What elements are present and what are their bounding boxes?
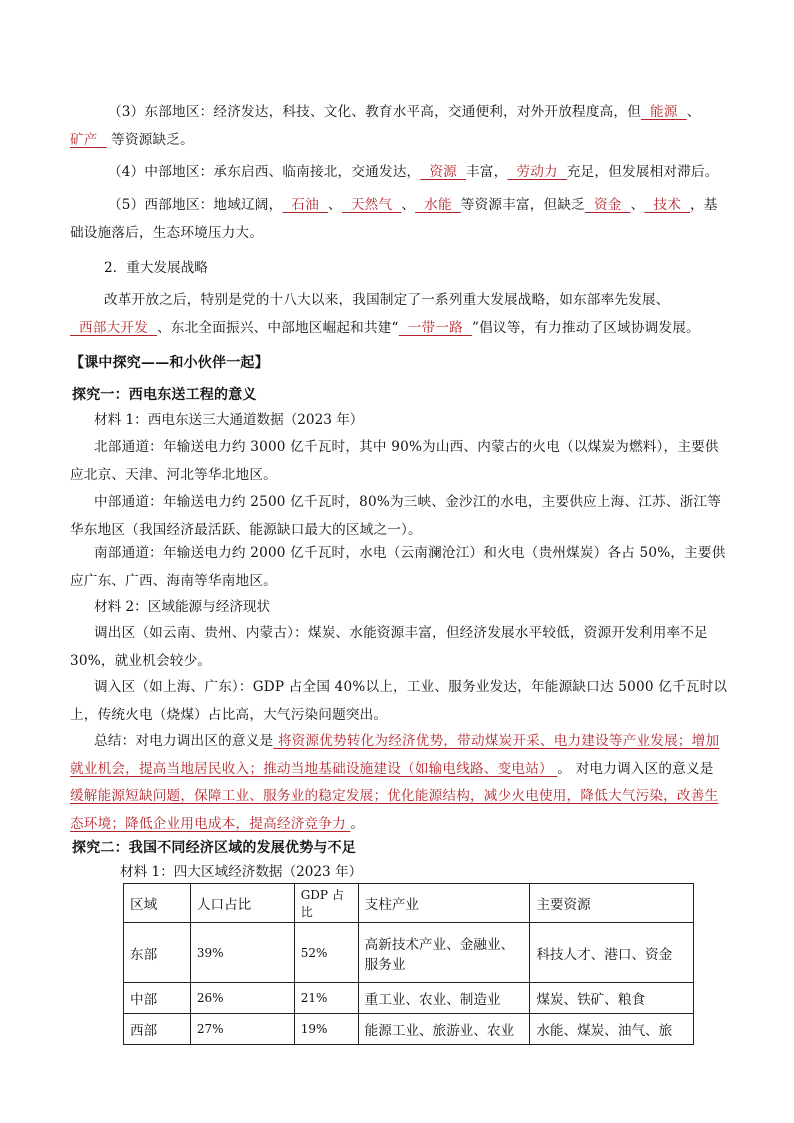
text: 丰富，: [465, 164, 508, 180]
answer-blank: 能源: [641, 104, 687, 120]
table-cell: 39%: [190, 923, 294, 983]
text: 、: [401, 197, 416, 213]
table-cell: 19%: [294, 1014, 358, 1045]
text: 、东北全面振兴、中部地区崛起和共建“: [157, 319, 399, 336]
answer-blank: 矿产: [70, 131, 107, 148]
paragraph-north-channel: 北部通道：年输送电力约 3000 亿千瓦时，其中 90%为山西、内蒙古的火电（以煤炭为燃料），主要供应北京、天津、河北等华北地区。: [70, 439, 719, 483]
text: 、: [686, 104, 701, 120]
text: （4）中部地区：承东启西、临南接北，交通发达，: [108, 164, 421, 180]
material1-title: 材料 1：西电东送三大通道数据（2023 年）: [94, 412, 364, 428]
table-cell: 科技人才、港口、资金: [530, 923, 694, 983]
text: 等资源丰富，但缺乏: [460, 197, 585, 213]
text: （3）东部地区：经济发达，科技、文化、教育水平高，交通便利，对外开放程度高，但: [108, 104, 642, 120]
region-data-table: [123, 883, 694, 1045]
text: 等资源缺乏。: [106, 131, 194, 148]
text: 、: [328, 197, 342, 213]
paragraph-strategy: [70, 287, 730, 342]
table-cell: 52%: [294, 923, 358, 983]
answer-blank: 术: [667, 197, 691, 213]
section-title: 【课中探究——和小伙伴一起】: [70, 355, 269, 371]
answer-blank: 天然气: [341, 197, 402, 213]
answer-blank: 资源: [420, 164, 466, 180]
table-header: 人口占比: [190, 884, 294, 923]
text: ”倡议等，有力推动了区域协调发展。: [471, 319, 700, 336]
answer-blank: 劳动力: [507, 164, 567, 180]
paragraph-central-region: [70, 159, 730, 187]
text: 。: [350, 815, 365, 832]
text: 。 对电力调入区的意义是: [557, 760, 714, 777]
table-header: GDP 占比: [294, 884, 358, 923]
table-cell: 高新技术产业、金融业、服务业: [358, 923, 530, 983]
strategy-heading: 2．重大发展战略: [104, 260, 208, 276]
paragraph-west-region: [70, 192, 730, 247]
answer-blank: 石油: [282, 197, 329, 213]
table-cell: 重工业、农业、制造业: [358, 983, 530, 1014]
table-header: 支柱产业: [358, 884, 530, 923]
table-cell: 能源工业、旅游业、农业: [358, 1014, 530, 1045]
answer-blank: 技: [644, 197, 668, 213]
explore2-title: 探究二：我国不同经济区域的发展优势与不足: [72, 840, 356, 856]
table-cell: 26%: [190, 983, 294, 1014]
table-cell: 东部: [124, 923, 191, 983]
material2-title: 材料 2：区域能源与经济现状: [94, 599, 271, 615]
answer-blank: 一带一路: [398, 319, 472, 336]
paragraph-east-region: [70, 99, 730, 154]
text: 总结：对电力调出区的意义是: [94, 733, 274, 749]
table-material-title: 材料 1：四大区域经济数据（2023 年）: [120, 864, 363, 880]
table-cell: 中部: [124, 983, 191, 1014]
table-cell: 水能、煤炭、油气、旅: [530, 1014, 694, 1045]
paragraph-import-area: 调入区（如上海、广东）：GDP 占全国 40%以上，工业、服务业发达，年能源缺口达 5000 亿千瓦时以上，传统火电（烧煤）占比高，大气污染问题突出。: [70, 679, 728, 723]
table-row: [124, 1014, 694, 1045]
paragraph-export-area: 调出区（如云南、贵州、内蒙古）：煤炭、水能资源丰富，但经济发展水平较低，资源开发利用率不足 30%，就业机会较少。: [70, 625, 708, 669]
table-row: [124, 923, 694, 983]
table-header: 区域: [124, 884, 191, 923]
table-cell: 21%: [294, 983, 358, 1014]
text: 充足，但发展相对滞后。: [566, 164, 719, 180]
table-cell: 27%: [190, 1014, 294, 1045]
table-header: 主要资源: [530, 884, 694, 923]
text: （5）西部地区：地域辽阔，: [108, 197, 283, 213]
text: ，基础设施落后，生态环境压力大。: [70, 197, 718, 241]
paragraph-middle-channel: 中部通道：年输送电力约 2500 亿千瓦时，80%为三峡、金沙江的水电，主要供应上海、江苏、浙江等华东地区（我国经济最活跃、能源缺口最大的区域之一）。: [70, 494, 721, 538]
answer-blank: 西部大开发: [70, 319, 158, 336]
answer-blank: 将资源优势转化为经济优势，带动煤炭开采、电力建设等产业发展；增加就业机会，提高当地居民收入；推动当地基础设施建设（如输电线路、变电站）: [70, 733, 720, 777]
answer-blank: 缓解能源短缺问题，保障工业、服务业的稳定发展；优化能源结构，减少火电使用，降低大气污染，改善生态环境；降低企业用电成本，提高经济竞争力: [70, 788, 719, 832]
explore1-title: 探究一：西电东送工程的意义: [72, 387, 257, 403]
answer-blank: 水能: [415, 197, 461, 213]
text: 改革开放之后，特别是党的十八大以来，我国制定了一系列重大发展战略，如东部率先发展、: [104, 292, 670, 308]
table-cell: 煤炭、铁矿、粮食: [530, 983, 694, 1014]
text: 、: [630, 197, 645, 213]
paragraph-south-channel: 南部通道：年输送电力约 2000 亿千瓦时，水电（云南澜沧江）和火电（贵州煤炭）各占 50%，主要供应广东、广西、海南等华南地区。: [70, 545, 726, 589]
table-row: [124, 983, 694, 1014]
table-header-row: [124, 884, 694, 923]
answer-blank: 资金: [584, 197, 631, 213]
table-cell: 西部: [124, 1014, 191, 1045]
paragraph-summary: [70, 728, 730, 838]
